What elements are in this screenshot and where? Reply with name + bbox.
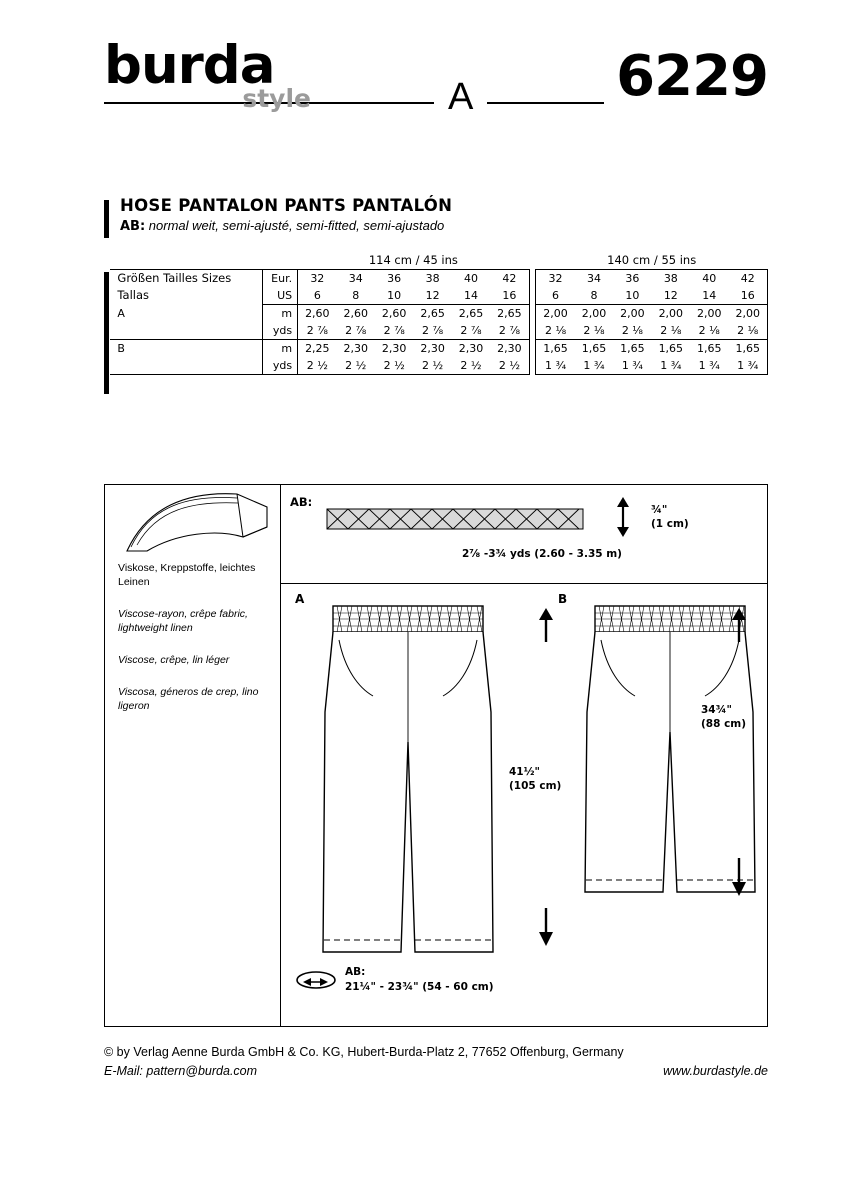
page-title: HOSE PANTALON PANTS PANTALÓN — [120, 196, 453, 215]
view-letter: A — [434, 74, 487, 120]
size-eur-5: 42 — [490, 270, 529, 288]
a-m-114-4: 2,65 — [458, 307, 484, 320]
a-m-140-4: 2,00 — [696, 307, 722, 320]
b-yds-140-5: 1 ¾ — [728, 357, 767, 375]
size-us-2: 10 — [375, 287, 413, 305]
b-m-140-3: 1,65 — [658, 342, 684, 355]
fabric-suggestion-list — [118, 561, 273, 731]
unit-eur: Eur. — [263, 270, 298, 288]
brand-subname: style — [242, 84, 311, 113]
fabric-line-es: Viscosa, géneros de crep, lino ligeron — [118, 686, 259, 712]
b-m-140-5: 1,65 — [728, 340, 767, 358]
size-eur-4: 40 — [452, 270, 490, 288]
row-label-b: B — [117, 342, 125, 355]
a-yds-140-5: 2 ⅛ — [728, 322, 767, 340]
b-yds-114-2: 2 ½ — [375, 357, 413, 375]
b-yds-114-3: 2 ½ — [413, 357, 451, 375]
size-eur-7: 34 — [575, 270, 613, 288]
size-us-3: 12 — [413, 287, 451, 305]
view-a-length-label — [509, 765, 561, 793]
a-yds-114-5: 2 ⅞ — [490, 322, 529, 340]
size-us-8: 10 — [613, 287, 651, 305]
b-yds-114-0: 2 ½ — [298, 357, 337, 375]
view-b-length-label — [701, 703, 746, 731]
fit-text: normal weit, semi-ajusté, semi-fitted, semi-ajustado — [145, 218, 445, 233]
size-us-7: 8 — [575, 287, 613, 305]
b-m-140-0: 1,65 — [536, 340, 575, 358]
b-yds-140-2: 1 ¾ — [613, 357, 651, 375]
footer-email[interactable]: E-Mail: pattern@burda.com — [104, 1064, 258, 1078]
size-eur-2: 36 — [375, 270, 413, 288]
table-row-b-meters — [104, 340, 768, 358]
table-row-width-headers — [104, 252, 768, 270]
a-yds-140-2: 2 ⅛ — [613, 322, 651, 340]
title-accent-bar — [104, 200, 109, 238]
fit-description — [120, 218, 768, 234]
elastic-width-label — [651, 503, 689, 531]
fabric-line-en: Viscose-rayon, crêpe fabric, lightweight linen — [118, 608, 248, 634]
a-yds-114-2: 2 ⅞ — [375, 322, 413, 340]
a-yds-114-3: 2 ⅞ — [413, 322, 451, 340]
view-b-length-arrows-icon — [719, 608, 759, 898]
unit-us: US — [263, 287, 298, 305]
a-m-114-5: 2,65 — [490, 305, 529, 323]
a-m-114-0: 2,60 — [298, 305, 337, 323]
unit-b-yds: yds — [263, 357, 298, 375]
a-m-140-3: 2,00 — [658, 307, 684, 320]
a-yds-140-3: 2 ⅛ — [652, 322, 690, 340]
table-accent-bar — [104, 272, 109, 394]
size-us-5: 16 — [490, 287, 529, 305]
a-m-140-2: 2,00 — [620, 307, 645, 320]
size-us-10: 14 — [690, 287, 728, 305]
view-a-length-cm: (105 cm) — [509, 780, 562, 792]
footer — [104, 1043, 768, 1081]
elastic-length-label: 2⅞ -3¾ yds (2.60 - 3.35 m) — [462, 548, 622, 560]
width-header-140: 140 cm / 55 ins — [536, 252, 768, 270]
view-a-label: A — [295, 592, 305, 606]
fabric-line-fr: Viscose, crêpe, lin léger — [118, 654, 230, 666]
b-m-114-0: 2,25 — [298, 340, 337, 358]
fit-views-label: AB: — [120, 219, 146, 234]
view-b-length-cm: (88 cm) — [701, 718, 747, 730]
a-yds-114-1: 2 ⅞ — [337, 322, 375, 340]
size-us-1: 8 — [337, 287, 375, 305]
table-row-b-yards — [104, 357, 768, 375]
a-yds-140-0: 2 ⅛ — [536, 322, 575, 340]
brand-logo — [104, 35, 314, 113]
a-m-140-1: 2,00 — [581, 307, 607, 320]
b-m-114-3: 2,30 — [420, 342, 445, 355]
row-label-a: A — [117, 306, 125, 320]
header — [104, 35, 768, 120]
table-row-a-meters — [104, 305, 768, 323]
elastic-width-arrow-icon — [611, 493, 651, 553]
unit-a-m: m — [263, 305, 298, 323]
a-m-114-1: 2,60 — [343, 307, 368, 320]
size-us-4: 14 — [452, 287, 490, 305]
fabric-suggestion-panel — [105, 485, 281, 1026]
size-eur-6: 32 — [536, 270, 575, 288]
table-row-a-yards — [104, 322, 768, 340]
brand-name: burda — [104, 35, 275, 96]
elastic-width-cm: (1 cm) — [651, 518, 689, 530]
footer-website[interactable]: www.burdastyle.de — [663, 1064, 768, 1078]
elastic-width-inches: ¾" — [651, 504, 668, 516]
notions-panel — [281, 485, 767, 584]
b-yds-114-4: 2 ½ — [452, 357, 490, 375]
a-m-114-2: 2,60 — [381, 307, 407, 320]
b-yds-140-0: 1 ¾ — [536, 357, 575, 375]
hem-circumference-label: 21¼" - 23¾" (54 - 60 cm) — [345, 981, 494, 993]
size-eur-0: 32 — [298, 270, 337, 288]
pants-view-a-drawing — [309, 592, 519, 982]
width-header-114: 114 cm / 45 ins — [298, 252, 530, 270]
title-block — [104, 196, 768, 234]
b-m-114-4: 2,30 — [458, 342, 484, 355]
unit-b-m: m — [263, 340, 298, 358]
b-m-114-2: 2,30 — [381, 342, 407, 355]
view-b-label: B — [558, 592, 568, 606]
fabric-line-de: Viskose, Kreppstoffe, leichtes Leinen — [118, 562, 256, 588]
b-yds-114-1: 2 ½ — [337, 357, 375, 375]
table-row-sizes-eur — [104, 270, 768, 288]
b-m-114-1: 2,30 — [343, 342, 368, 355]
b-yds-140-1: 1 ¾ — [575, 357, 613, 375]
footer-copyright: © by Verlag Aenne Burda GmbH & Co. KG, Hubert-Burda-Platz 2, 77652 Offenburg, Germany — [104, 1045, 624, 1059]
b-yds-114-5: 2 ½ — [490, 357, 529, 375]
a-m-140-0: 2,00 — [536, 305, 575, 323]
a-m-114-3: 2,65 — [420, 307, 445, 320]
a-m-140-5: 2,00 — [728, 305, 767, 323]
a-yds-140-4: 2 ⅛ — [690, 322, 728, 340]
unit-a-yds: yds — [263, 322, 298, 340]
b-yds-140-3: 1 ¾ — [652, 357, 690, 375]
a-yds-140-1: 2 ⅛ — [575, 322, 613, 340]
notions-views-label: AB: — [290, 495, 313, 509]
view-b-length-inches: 34¾" — [701, 704, 732, 716]
diagram-box — [104, 484, 768, 1027]
sizes-label: Größen Tailles Sizes Tallas — [110, 270, 262, 305]
size-eur-10: 40 — [690, 270, 728, 288]
garment-views-panel — [281, 584, 767, 1026]
elastic-band-icon — [326, 502, 596, 542]
view-a-length-inches: 41½" — [509, 766, 540, 778]
fabric-bolt-icon — [117, 489, 277, 559]
size-eur-9: 38 — [652, 270, 690, 288]
size-us-0: 6 — [298, 287, 337, 305]
b-m-140-1: 1,65 — [581, 342, 607, 355]
size-eur-8: 36 — [613, 270, 651, 288]
b-m-140-2: 1,65 — [620, 342, 645, 355]
model-number: 6229 — [604, 48, 768, 106]
hem-circumference-icon — [295, 967, 339, 993]
a-yds-114-0: 2 ⅞ — [298, 322, 337, 340]
a-yds-114-4: 2 ⅞ — [452, 322, 490, 340]
size-eur-1: 34 — [337, 270, 375, 288]
size-eur-11: 42 — [728, 270, 767, 288]
b-m-140-4: 1,65 — [696, 342, 722, 355]
hem-views-label: AB: — [345, 966, 366, 978]
fabric-requirement-table — [104, 252, 768, 375]
b-m-114-5: 2,30 — [490, 340, 529, 358]
size-eur-3: 38 — [413, 270, 451, 288]
footer-contact-row — [104, 1062, 768, 1081]
size-us-11: 16 — [728, 287, 767, 305]
size-us-6: 6 — [536, 287, 575, 305]
b-yds-140-4: 1 ¾ — [690, 357, 728, 375]
size-us-9: 12 — [652, 287, 690, 305]
